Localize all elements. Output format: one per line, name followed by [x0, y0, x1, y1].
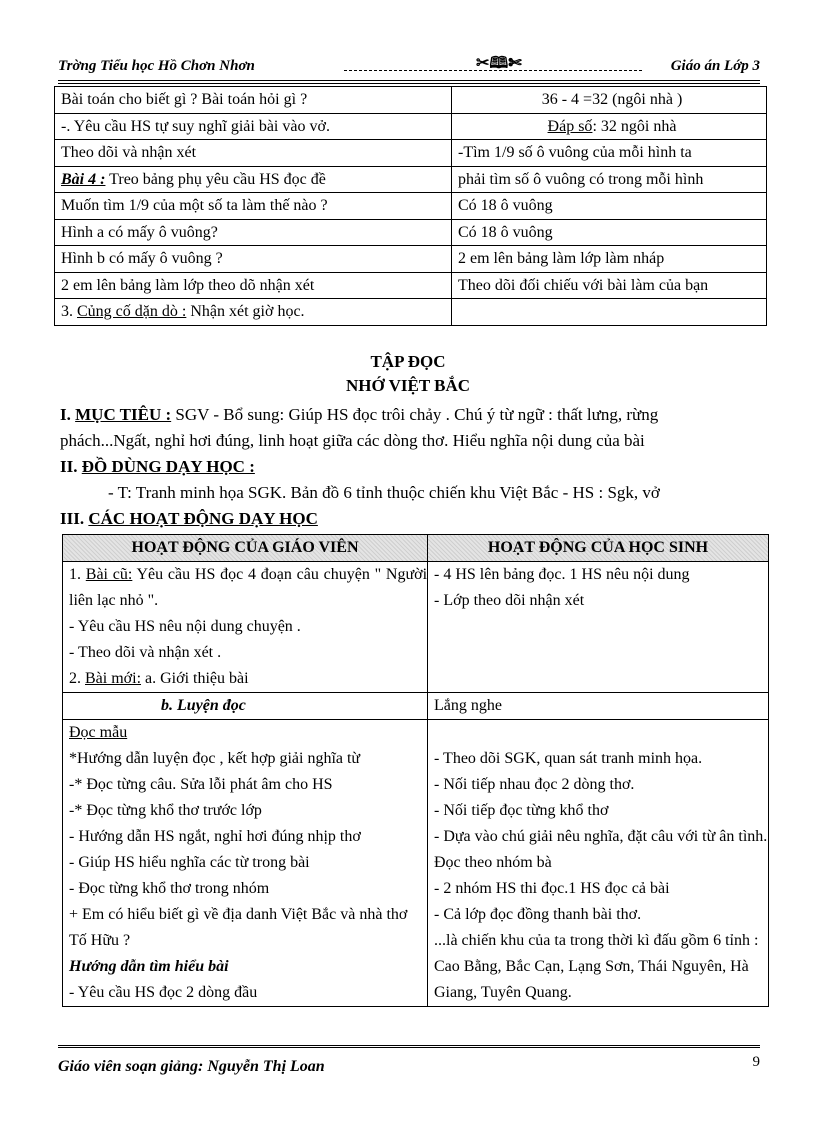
school-name: Trờng Tiểu học Hồ Chơn Nhơn: [58, 58, 255, 74]
list-item: -* Đọc từng câu. Sửa lỗi phát âm cho HS: [69, 775, 333, 793]
table-row: [55, 299, 767, 326]
bai4-text: Treo bảng phụ yêu cầu HS đọc đề: [105, 170, 326, 188]
student-cell: -Tìm 1/9 số ô vuông của mỗi hình ta: [452, 140, 767, 167]
student-cell: phải tìm số ô vuông có trong mỗi hình: [452, 166, 767, 193]
wrapup-cell: [55, 299, 452, 326]
table-row: [55, 246, 767, 273]
list-item: - Theo dõi SGK, quan sát tranh minh họa.: [434, 749, 703, 767]
spacer: [434, 720, 768, 746]
student-cell: 2 em lên bảng làm lớp làm nháp: [452, 246, 767, 273]
table-row: [63, 561, 769, 692]
listen-cell: Lắng nghe: [428, 692, 769, 719]
list-item: - Giúp HS hiểu nghĩa các từ trong bài: [69, 853, 310, 871]
empty-cell: [452, 299, 767, 326]
list-item: - Đọc từng khổ thơ trong nhóm: [69, 879, 270, 897]
list-item: - Cả lớp đọc đồng thanh bài thơ.: [434, 905, 642, 923]
list-item: *Hướng dẫn luyện đọc , kết hợp giải nghĩa từ: [69, 749, 361, 767]
student-activities-top: [428, 561, 769, 692]
exercise-table: [54, 86, 767, 326]
table-row: [55, 193, 767, 220]
plan-title: Giáo án Lớp 3: [670, 58, 760, 74]
list-item: - Hướng dẫn HS ngắt, nghỉ hơi đúng nhịp thơ: [69, 827, 361, 845]
materials-text: - T: Tranh minh họa SGK. Bản đồ 6 tỉnh thuộc chiến khu Việt Bắc - HS : Sgk, vở: [108, 483, 660, 502]
teacher-activities-main: [63, 719, 428, 1006]
old-lesson-num: 1.: [69, 565, 86, 583]
student-activities-main: [428, 719, 769, 1006]
sec1-label: MỤC TIÊU :: [75, 405, 172, 424]
objectives-line-2: phách...Ngất, nghỉ hơi đúng, linh hoạt giữa các dòng thơ. Hiểu nghĩa nội dung của bài: [60, 431, 645, 450]
student-cell: Theo dõi đối chiếu với bài làm của bạn: [452, 272, 767, 299]
student-cell: 36 - 4 =32 (ngôi nhà ): [452, 87, 767, 114]
old-lesson-line: [69, 562, 427, 614]
new-lesson-num: 2.: [69, 669, 85, 687]
table-row: [55, 113, 767, 140]
list-item: ...là chiến khu của ta trong thời kì đấu gồm 6 tỉnh : Cao Bằng, Bắc Cạn, Lạng Sơn, Thái Nguyên, Hà Giang, Tuyên Quang.: [434, 931, 759, 1001]
table-header-row: [63, 535, 769, 562]
reading-practice-heading: b. Luyện đọc: [161, 696, 246, 714]
list-item: + Em có hiểu biết gì về địa danh Việt Bắc và nhà thơ Tố Hữu ?: [69, 905, 408, 949]
list-item: -* Đọc từng khổ thơ trước lớp: [69, 801, 262, 819]
sec2-label: ĐỒ DÙNG DẠY HỌC :: [81, 457, 255, 476]
list-item: - Nối tiếp đọc từng khổ thơ: [434, 801, 609, 819]
list-item: - 4 HS lên bảng đọc. 1 HS nêu nội dung: [434, 565, 690, 583]
comprehension-heading: Hướng dẫn tìm hiểu bài: [69, 957, 229, 975]
table-row: [55, 272, 767, 299]
reading-practice-cell: [63, 692, 428, 719]
list-item: Đọc theo nhóm bà: [434, 853, 552, 871]
answer-label: Đáp số: [547, 117, 593, 135]
lesson-subject: TẬP ĐỌC: [370, 352, 446, 371]
model-reading-heading: Đọc mẫu: [69, 723, 128, 741]
list-item: - Lớp theo dõi nhận xét: [434, 591, 585, 609]
list-item: - Nối tiếp nhau đọc 2 dòng thơ.: [434, 775, 635, 793]
table-row: [63, 692, 769, 719]
teacher-cell: Hình a có mấy ô vuông?: [55, 219, 452, 246]
teacher-cell: -. Yêu cầu HS tự suy nghĩ giải bài vào vở.: [55, 113, 452, 140]
list-item: - 2 nhóm HS thi đọc.1 HS đọc cả bài: [434, 879, 670, 897]
student-cell: Có 18 ô vuông: [452, 219, 767, 246]
teacher-cell: Bài toán cho biết gì ? Bài toán hỏi gì ?: [55, 87, 452, 114]
list-item: - Dựa vào chú giải nêu nghĩa, đặt câu với từ ân tình.: [434, 827, 768, 845]
student-cell: Có 18 ô vuông: [452, 193, 767, 220]
new-lesson-text: a. Giới thiệu bài: [141, 669, 249, 687]
answer-value: : 32 ngôi nhà: [592, 117, 677, 135]
page-footer: [58, 1045, 760, 1075]
lesson-title: NHỚ VIỆT BẮC: [345, 376, 471, 395]
objectives-line: [60, 402, 658, 428]
teacher-name: Giáo viên soạn giảng: Nguyễn Thị Loan: [58, 1058, 325, 1075]
materials-heading: [60, 454, 255, 480]
header-rule: [58, 80, 760, 84]
sec1-text: SGV - Bổ sung: Giúp HS đọc trôi chảy . Chú ý từ ngữ : thất lưng, rừng: [171, 405, 659, 424]
header-ornament: ✂🕮✄: [476, 55, 522, 72]
old-lesson-label: Bài cũ:: [85, 565, 133, 583]
teacher-cell: Hình b có mấy ô vuông ?: [55, 246, 452, 273]
table-row: [55, 219, 767, 246]
old-lesson-text: Yêu cầu HS đọc 4 đoạn câu chuyện " Người liên lạc nhỏ ".: [69, 565, 428, 609]
sec2-num: II.: [60, 457, 82, 476]
teacher-header: HOẠT ĐỘNG CỦA GIÁO VIÊN: [63, 535, 428, 562]
new-lesson-line: [69, 666, 427, 692]
table-row: [55, 166, 767, 193]
list-item: - Yêu cầu HS nêu nội dung chuyện .: [69, 617, 301, 635]
student-header: HOẠT ĐỘNG CỦA HỌC SINH: [428, 535, 769, 562]
table-row: [55, 140, 767, 167]
teacher-cell: Muốn tìm 1/9 của một số ta làm thế nào ?: [55, 193, 452, 220]
teacher-activities-top: [63, 561, 428, 692]
bai4-label: Bài 4 :: [61, 170, 106, 188]
sec3-label: CÁC HOẠT ĐỘNG DẠY HỌC: [88, 509, 318, 528]
page-header: [58, 55, 760, 78]
sec3-num: III.: [60, 509, 89, 528]
answer-cell: [452, 113, 767, 140]
page-number: 9: [752, 1054, 760, 1070]
sec1-num: I.: [60, 405, 76, 424]
activities-heading: [60, 506, 318, 532]
table-row: [55, 87, 767, 114]
wrapup-num: 3.: [61, 303, 77, 320]
bai4-cell: [55, 166, 452, 193]
table-row: [63, 719, 769, 1006]
teacher-cell: Theo dõi và nhận xét: [55, 140, 452, 167]
wrapup-label: Củng cố dặn dò :: [77, 303, 187, 320]
wrapup-text: Nhận xét giờ học.: [186, 303, 305, 320]
new-lesson-label: Bài mới:: [85, 669, 142, 687]
activities-table: [62, 534, 769, 1007]
list-item: - Theo dõi và nhận xét .: [69, 643, 222, 661]
list-item: - Yêu cầu HS đọc 2 dòng đầu: [69, 983, 258, 1001]
teacher-cell: 2 em lên bảng làm lớp theo dõ nhận xét: [55, 272, 452, 299]
